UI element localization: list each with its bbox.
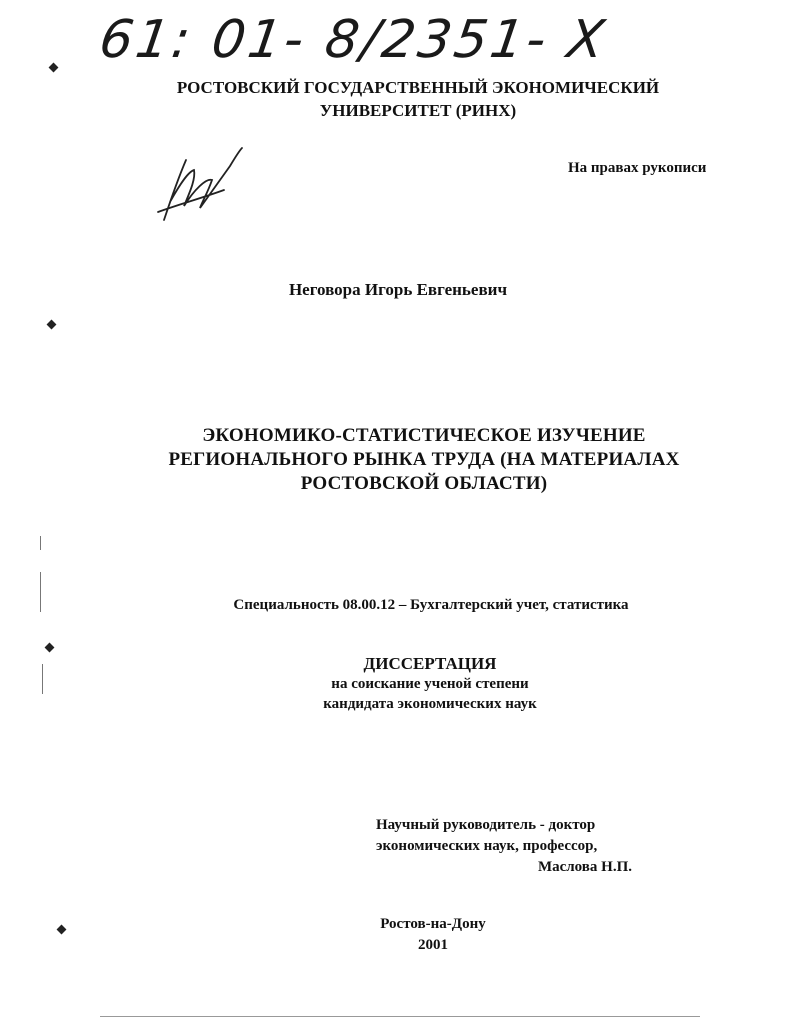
handwritten-archive-code: 61: 01- 8/2351- X	[95, 10, 611, 70]
author-name: Неговора Игорь Евгеньевич	[288, 280, 508, 299]
university-name	[0, 76, 796, 122]
city-year	[0, 914, 796, 956]
dissertation-block	[0, 654, 796, 714]
scan-bottom-line	[100, 1016, 700, 1017]
binder-hole-mark	[49, 63, 59, 73]
city: Ростов-на-Дону	[380, 916, 486, 932]
specialty-text: Специальность 08.00.12 – Бухгалтерский учет, статистика	[233, 597, 629, 613]
university-line-1: РОСТОВСКИЙ ГОСУДАРСТВЕННЫЙ ЭКОНОМИЧЕСКИЙ	[176, 78, 660, 97]
year: 2001	[418, 937, 448, 953]
advisor-line-2: экономических наук, профессор,	[376, 838, 598, 854]
scan-edge-mark	[42, 664, 43, 694]
specialty	[0, 597, 796, 614]
degree-line-1: на соискание ученой степени	[331, 676, 529, 692]
title-line-2: РЕГИОНАЛЬНОГО РЫНКА ТРУДА (НА МАТЕРИАЛАХ	[168, 449, 680, 470]
degree-line-2: кандидата экономических наук	[323, 696, 537, 712]
dissertation-heading: ДИССЕРТАЦИЯ	[363, 654, 497, 673]
advisor-line-1: Научный руководитель - доктор	[376, 817, 596, 833]
binder-hole-mark	[47, 320, 57, 330]
title-line-3: РОСТОВСКОЙ ОБЛАСТИ)	[300, 473, 548, 494]
scan-edge-mark	[40, 536, 41, 550]
rights-note: На правах рукописи	[568, 160, 707, 176]
scientific-advisor	[376, 815, 632, 878]
dissertation-title	[0, 424, 796, 496]
title-line-1: ЭКОНОМИКО-СТАТИСТИЧЕСКОЕ ИЗУЧЕНИЕ	[202, 425, 646, 446]
university-line-2: УНИВЕРСИТЕТ (РИНХ)	[319, 101, 517, 120]
handwritten-signature	[150, 144, 250, 234]
advisor-name: Маслова Н.П.	[537, 859, 632, 875]
scan-edge-mark	[40, 572, 41, 612]
binder-hole-mark	[45, 643, 55, 653]
